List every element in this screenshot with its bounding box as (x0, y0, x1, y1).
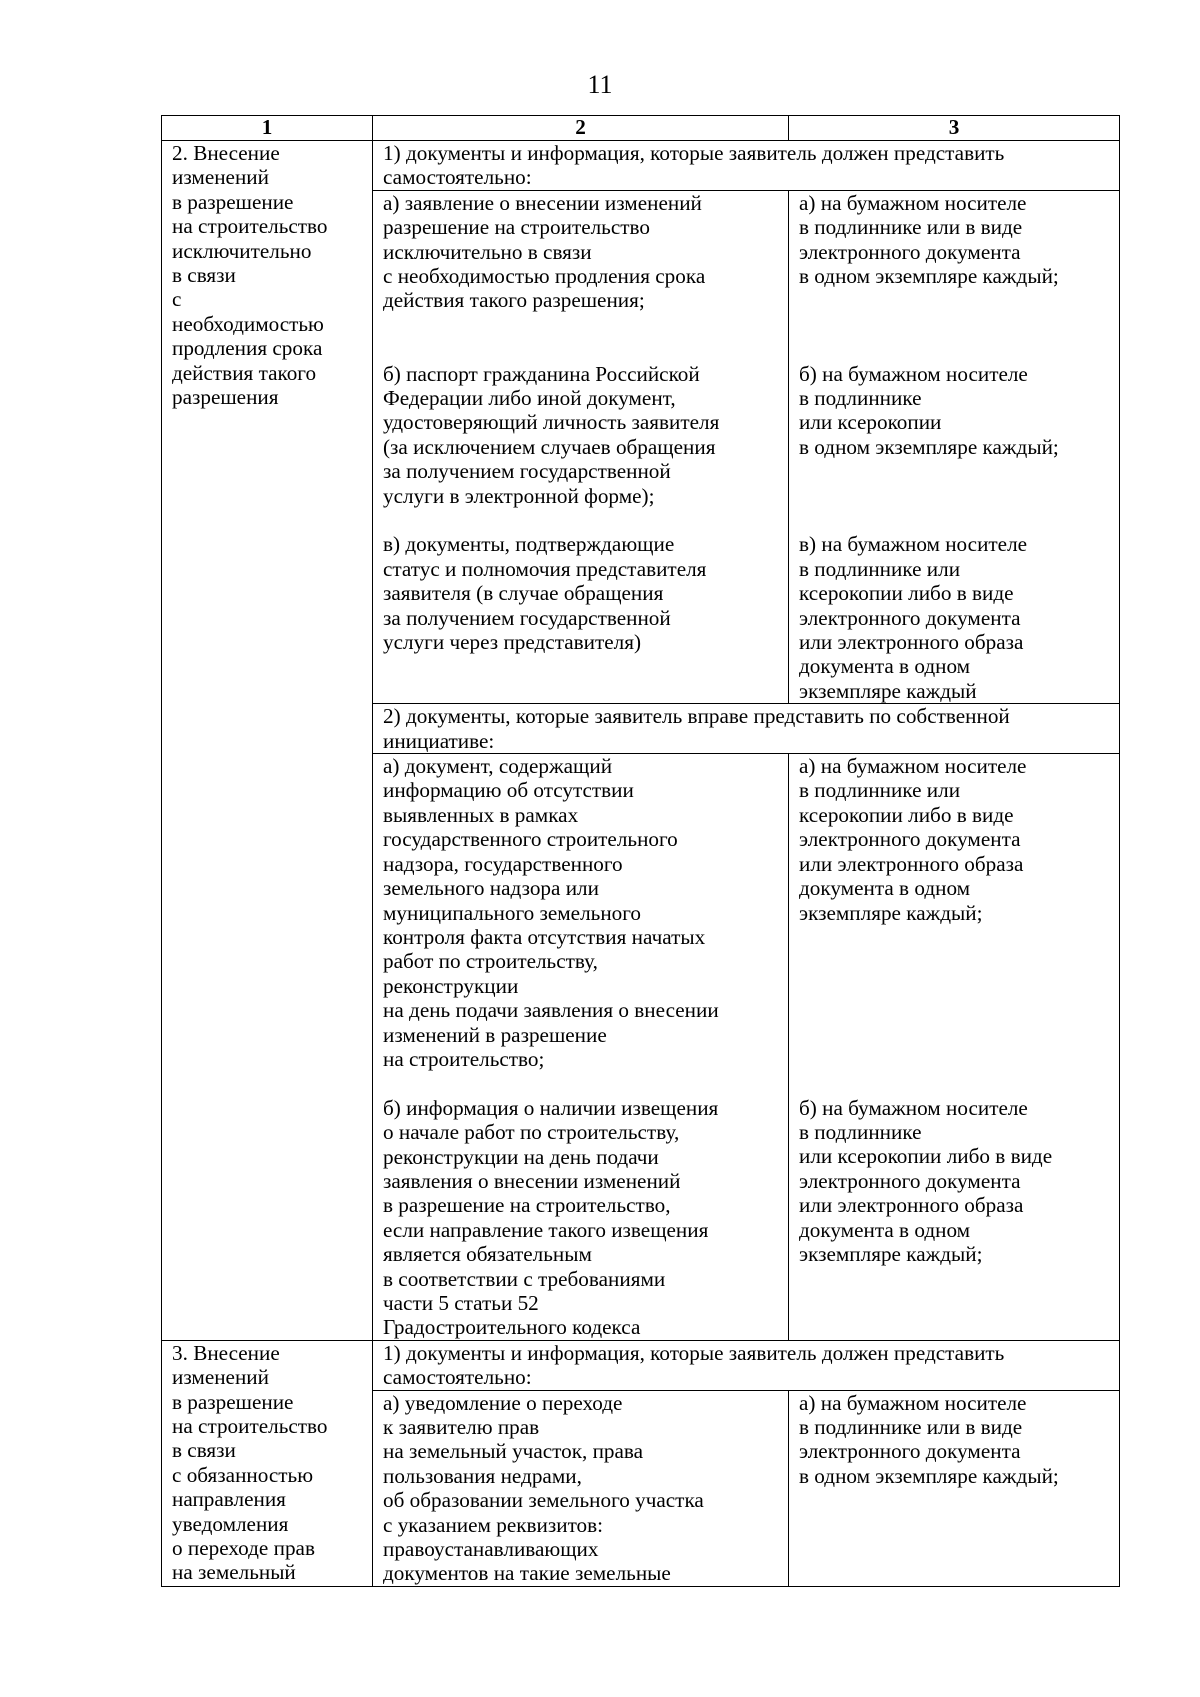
group-heading: 2) документы, которые заявитель вправе представить по собственной инициативе: (373, 704, 1120, 754)
requirements-table (161, 115, 1120, 1587)
page-number: 11 (587, 70, 613, 99)
forms-cell (789, 754, 1120, 1341)
forms-cell (789, 190, 1120, 703)
procedure-label: 3. Внесение изменений в разрешение на строительство в связи с обязанностью направления уведомления о переходе прав на земельный (162, 1340, 373, 1586)
documents-cell (373, 190, 789, 703)
form-item: в) на бумажном носителе в подлиннике или ксерокопии либо в виде электронного документа или электронного образа документа в одном экземпляре каждый (799, 532, 1028, 703)
document-item: а) заявление о внесении изменений разрешение на строительство исключительно в связи с необходимостью продления срока действия такого разрешения; (383, 190, 706, 313)
header-row (162, 116, 1120, 141)
documents-cell (373, 1390, 789, 1586)
form-item: б) на бумажном носителе в подлиннике или ксерокопии в одном экземпляре каждый; (799, 361, 1059, 459)
document-item: б) паспорт гражданина Российской Федерации либо иной документ, удостоверяющий личность заявителя (за исключением случаев обращения за получением государственной услуги в электронной форме); (383, 361, 720, 508)
form-item: а) на бумажном носителе в подлиннике или в виде электронного документа в одном экземпляре каждый; (799, 190, 1059, 289)
form-item: б) на бумажном носителе в подлиннике или ксерокопии либо в виде электронного документа или электронного образа документа в одном экземпляре каждый; (799, 1095, 1053, 1267)
group-heading: 1) документы и информация, которые заявитель должен представить самостоятельно: (373, 1340, 1120, 1390)
forms-cell (789, 1390, 1120, 1586)
table-row (162, 141, 1120, 191)
document-item: б) информация о наличии извещения о начале работ по строительству, реконструкции на день подачи заявления о внесении изменений в разрешение на строительство, если направление такого извещения является обязательным в соответствии с требованиями части 5 статьи 52 Градостроительного кодекса (383, 1095, 719, 1340)
form-item: а) на бумажном носителе в подлиннике или в виде электронного документа в одном экземпляре каждый; (799, 1390, 1059, 1488)
document-item: а) уведомление о переходе к заявителю прав на земельный участок, права пользования недрами, об образовании земельного участка с указанием реквизитов: правоустанавливающих документов на такие земельные (383, 1390, 704, 1586)
column-header-2: 2 (373, 116, 789, 141)
form-item: а) на бумажном носителе в подлиннике или ксерокопии либо в виде электронного документа или электронного образа документа в одном экземпляре каждый; (799, 754, 1027, 925)
document-item: в) документы, подтверждающие статус и полномочия представителя заявителя (в случае обращения за получением государственной услуги через представителя) (383, 532, 707, 655)
table-row (162, 1340, 1120, 1390)
group-heading: 1) документы и информация, которые заявитель должен представить самостоятельно: (373, 141, 1120, 191)
documents-cell (373, 754, 789, 1341)
column-header-1: 1 (162, 116, 373, 141)
procedure-label: 2. Внесение изменений в разрешение на строительство исключительно в связи с необходимостью продления срока действия такого разрешения (162, 141, 373, 1341)
document-item: а) документ, содержащий информацию об отсутствии выявленных в рамках государственного строительного надзора, государственного земельного надзора или муниципального земельного контроля факта отсутствия начатых работ по строительству, реконструкции на день подачи заявления о внесении изменений в разрешение на строительство; (383, 754, 719, 1071)
column-header-3: 3 (789, 116, 1120, 141)
